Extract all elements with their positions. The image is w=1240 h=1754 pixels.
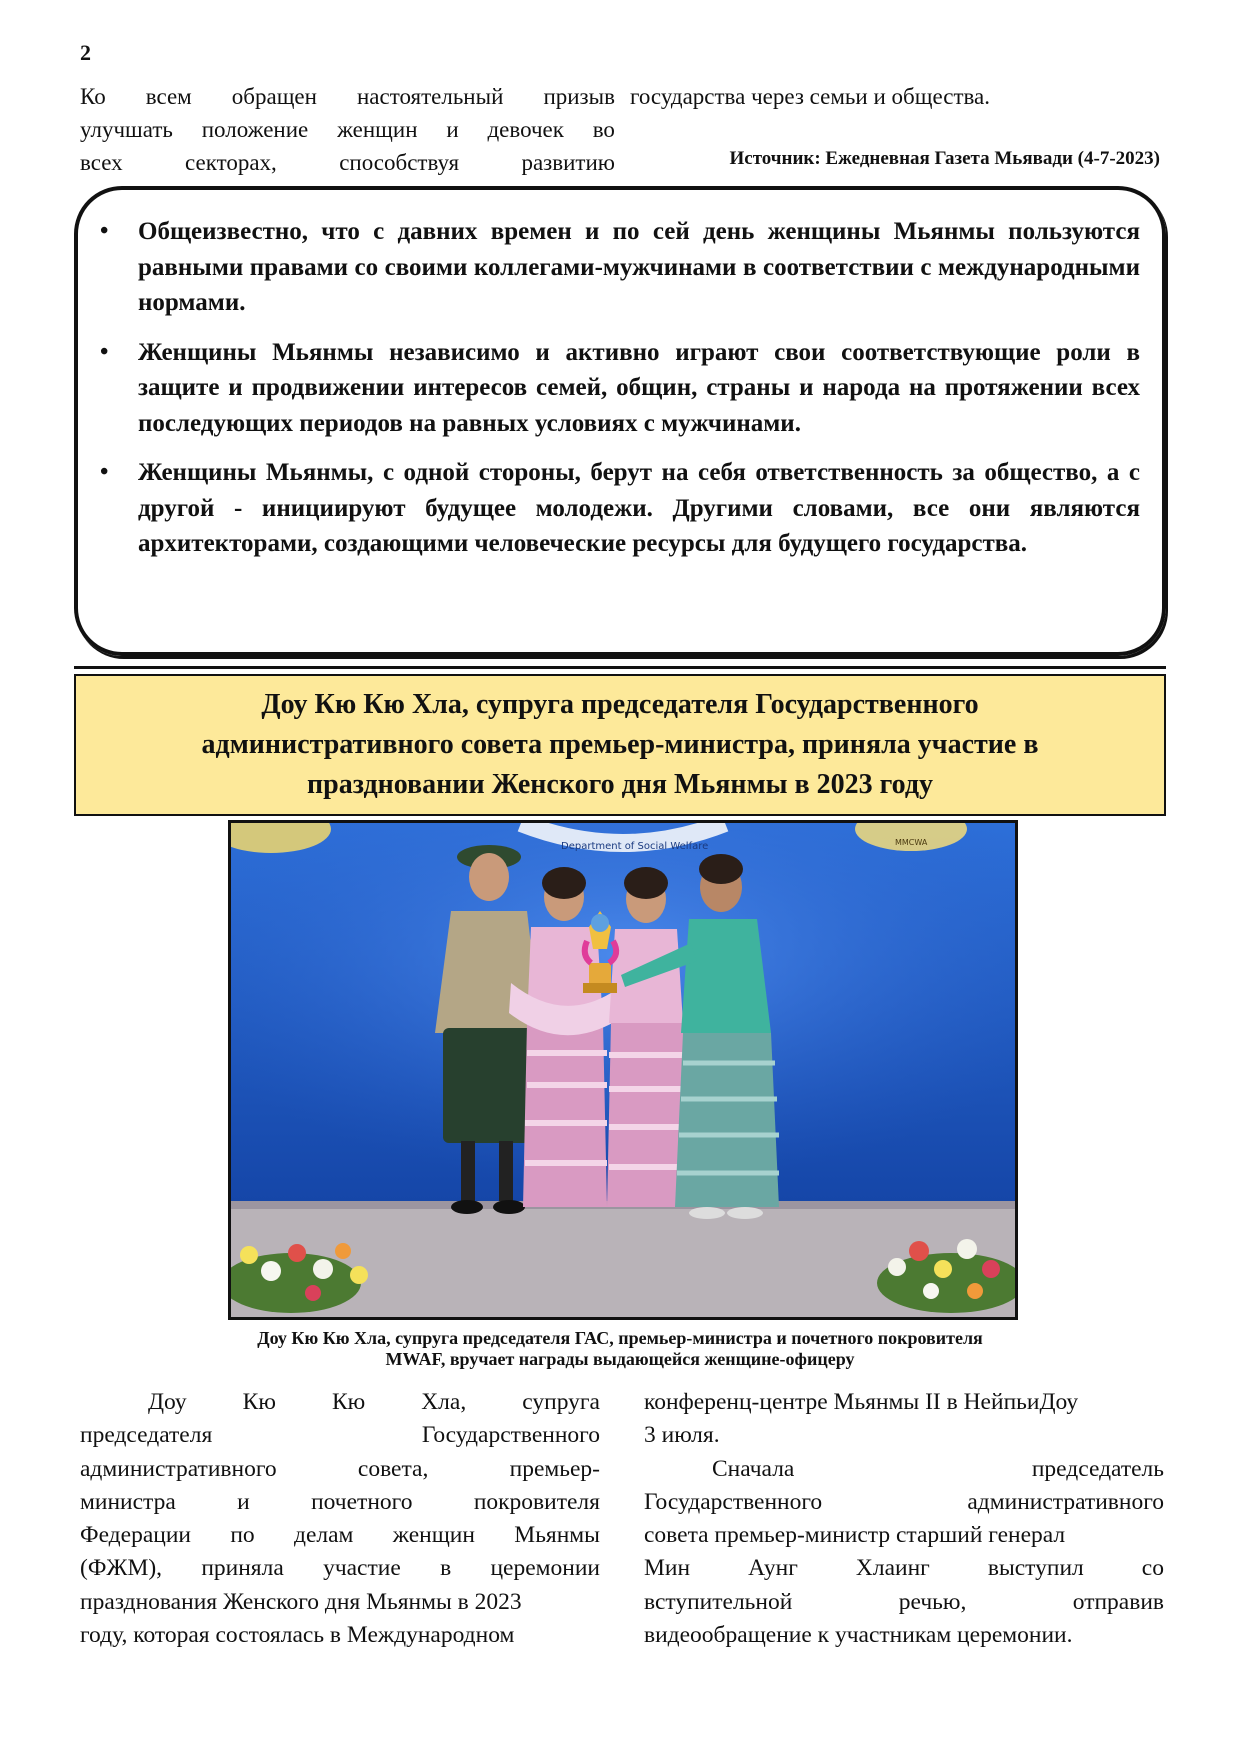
word: Кю <box>331 1389 366 1415</box>
word: призыв <box>543 84 615 109</box>
word: приняла <box>201 1555 284 1582</box>
word: Мьянмы <box>514 1522 600 1549</box>
text-line <box>644 1486 1164 1519</box>
word: премьер- <box>509 1455 600 1482</box>
text-line <box>80 1586 600 1619</box>
key-points-list <box>98 214 1140 576</box>
word: и <box>237 1488 250 1515</box>
intro-left-column <box>80 80 615 179</box>
key-point-text: Общеизвестно, что с давних времен и по сей день женщины Мьянмы пользуются равными правами со своими коллегами-мужчинами в соответствии с международными нормами. <box>138 218 1140 316</box>
text-line <box>80 1419 600 1452</box>
photo-caption <box>150 1328 1090 1370</box>
word: видеообращение к участникам церемонии. <box>644 1622 1073 1649</box>
word: административного <box>80 1455 277 1482</box>
photo-signage-text: Department of Social Welfare <box>561 841 709 852</box>
text-line <box>80 1552 600 1585</box>
key-point-item <box>98 214 1140 321</box>
word: конференц-центре Мьянмы II в НейпьиДоу <box>644 1389 1079 1415</box>
word: совета премьер-министр старший генерал <box>644 1522 1066 1549</box>
article-column-left <box>80 1386 600 1652</box>
word: всем <box>145 84 192 109</box>
word: почетного <box>311 1488 413 1515</box>
word: Мин <box>644 1555 691 1582</box>
text-line <box>80 146 615 179</box>
key-point-item <box>98 335 1140 442</box>
key-point-text: Женщины Мьянмы, с одной стороны, берут на себя ответственность за общество, а с другой - инициируют будущее молодежи. Другими словами, все они являются архитекторами, создающими человеческие ресурсы для будущего государства. <box>138 459 1140 557</box>
word: празднования Женского дня Мьянмы в 2023 <box>80 1588 522 1615</box>
article-photo <box>228 820 1018 1320</box>
word: председатель <box>1031 1455 1164 1482</box>
word: девочек <box>487 117 564 142</box>
word: 3 июля. <box>644 1422 720 1449</box>
word: настоятельный <box>356 84 504 109</box>
word: речью, <box>898 1588 967 1615</box>
word: году, которая состоялась в Международном <box>80 1622 515 1649</box>
bullet-icon: • <box>100 459 109 485</box>
award-ceremony-illustration <box>231 823 1015 1317</box>
word: супруга <box>522 1389 600 1415</box>
page-number: 2 <box>80 40 91 65</box>
text-line <box>80 80 615 113</box>
word: участие <box>323 1555 401 1582</box>
intro-right-text: государства через семьи и общества. <box>630 84 991 109</box>
word: церемонии <box>490 1555 600 1582</box>
key-point-text: Женщины Мьянмы независимо и активно играют свои соответствующие роли в защите и продвижении интересов семей, общин, страны и народа на протяжении всех последующих периодов на равных условиях с мужчинами. <box>138 338 1140 437</box>
word: способствуя <box>339 150 460 175</box>
word: женщин <box>392 1522 475 1549</box>
word: обращен <box>231 84 317 109</box>
bullet-icon: • <box>100 338 109 365</box>
word: развитию <box>521 150 615 175</box>
word: Государственного <box>644 1488 823 1515</box>
text-line <box>644 1552 1164 1585</box>
word: председателя <box>80 1422 213 1449</box>
word: Кю <box>242 1389 276 1415</box>
word: по <box>230 1522 255 1549</box>
word: со <box>1141 1555 1164 1582</box>
text-line <box>80 113 615 146</box>
text-line <box>644 1453 1164 1486</box>
text-line <box>644 1419 1164 1452</box>
word: покровителя <box>473 1488 600 1515</box>
headline-divider <box>74 666 1166 669</box>
word: выступил <box>987 1555 1084 1582</box>
word: Аунг <box>748 1555 798 1582</box>
word: делам <box>294 1522 354 1549</box>
article-headline <box>74 674 1166 816</box>
word: Хлаинг <box>855 1555 930 1582</box>
bullet-icon: • <box>100 218 109 244</box>
word: отправив <box>1072 1588 1164 1615</box>
word: Доу <box>148 1389 187 1415</box>
text-line <box>644 1519 1164 1552</box>
word: Ко <box>80 84 106 109</box>
source-credit: Источник: Ежедневная Газета Мьявади (4-7-2023) <box>729 148 1160 169</box>
text-line <box>80 1386 600 1419</box>
article-column-right <box>644 1386 1164 1652</box>
text-line <box>80 1519 600 1552</box>
word: и <box>446 117 459 142</box>
word: совета, <box>357 1455 429 1482</box>
word: Федерации <box>80 1522 191 1549</box>
word: вступительной <box>644 1588 793 1615</box>
word: женщин <box>337 117 418 142</box>
text-line <box>644 1386 1164 1419</box>
word: Сначала <box>712 1455 795 1482</box>
key-point-item <box>98 455 1140 562</box>
word: Государственного <box>421 1422 600 1449</box>
word: (ФЖМ), <box>80 1555 163 1582</box>
word: всех <box>80 150 123 175</box>
text-line <box>644 1619 1164 1652</box>
word: положение <box>201 117 309 142</box>
text-line <box>80 1453 600 1486</box>
word: министра <box>80 1488 176 1515</box>
text-line <box>80 1486 600 1519</box>
word: во <box>592 117 615 142</box>
word: секторах, <box>185 150 277 175</box>
caption-line: MWAF, вручает награды выдающейся женщине-офицеру <box>385 1349 855 1369</box>
photo-logo-label: MMCWA <box>895 838 928 847</box>
word: в <box>440 1555 452 1582</box>
caption-line: Доу Кю Кю Хла, супруга председателя ГАС, премьер-министра и почетного покровителя <box>257 1328 983 1348</box>
word: Хла, <box>421 1389 467 1415</box>
headline-text: Доу Кю Кю Хла, супруга председателя Государственного административного совета премьер-министра, приняла участие в праздновании Женского дня Мьянмы в 2023 году <box>201 689 1039 800</box>
word: улучшать <box>80 117 173 142</box>
word: административного <box>967 1488 1164 1515</box>
text-line <box>80 1619 600 1652</box>
text-line <box>644 1586 1164 1619</box>
